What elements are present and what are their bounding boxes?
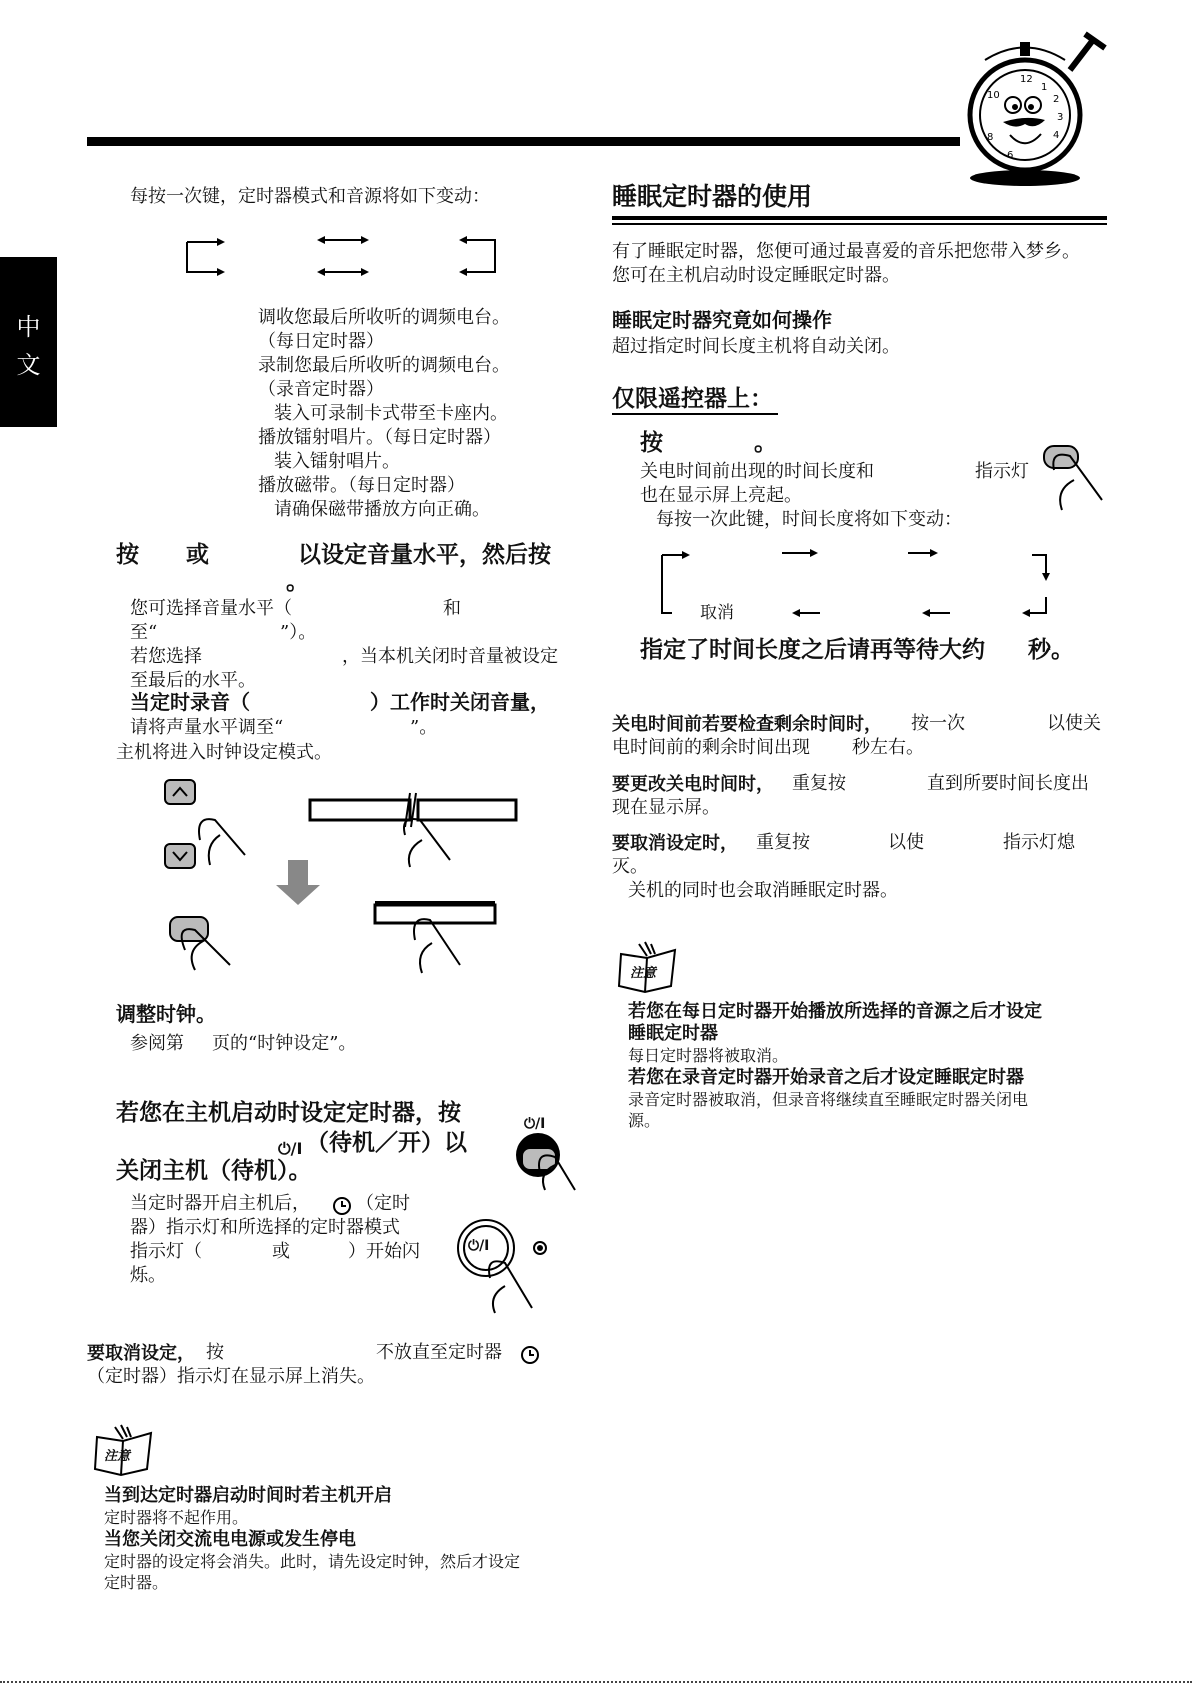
timer-desc-2: 器）指示灯和所选择的定时器模式	[130, 1217, 400, 1238]
change-a: 重复按	[792, 773, 846, 794]
timer-desc-3c: ）开始闪	[348, 1241, 420, 1262]
source-line-3: 录制您最后所收听的调频电台。	[258, 355, 510, 376]
standby-line-1: 若您在主机启动时设定定时器，按	[116, 1100, 461, 1126]
left-cancel-line-2: （定时器）指示灯在显示屏上消失。	[87, 1366, 375, 1387]
vol-line-5b: ）工作时关闭音量，	[370, 690, 550, 714]
down-button-icon	[165, 844, 195, 868]
standby-symbol: ⏻/I	[278, 1139, 303, 1158]
adjust-clock: 调整时钟。	[116, 1002, 216, 1026]
press-desc-2: 也在显示屏上亮起。	[640, 485, 802, 506]
source-line-6: 播放镭射唱片。（每日定时器）	[258, 427, 501, 448]
right-note-t2b: 源。	[628, 1111, 661, 1130]
right-note-h1: 若您在每日定时器开始播放所选择的音源之后才设定	[628, 1001, 1042, 1022]
right-note-t2a: 录音定时器被取消，但录音将继续直至睡眠定时器关闭电	[628, 1090, 1029, 1109]
remote-standby-label: ⏻/I	[468, 1238, 490, 1254]
vol-line-6a: 请将声量水平调至“	[130, 717, 284, 738]
source-line-4: （录音定时器）	[258, 379, 384, 400]
press-desc-1b: 指示灯	[975, 461, 1029, 482]
remote-only-title: 仅限遥控器上：	[612, 386, 773, 412]
left-cancel-bold: 要取消设定，	[87, 1343, 195, 1364]
source-line-1: 调收您最后所收听的调频电台。	[258, 307, 510, 328]
timer-desc-4: 烁。	[130, 1265, 166, 1286]
note-label: 注意	[104, 1449, 131, 1464]
sleep-intro-1: 有了睡眠定时器，您便可通过最喜爱的音乐把您带入梦乡。	[612, 241, 1080, 262]
source-line-2: （每日定时器）	[258, 331, 384, 352]
timer-icon	[332, 1196, 352, 1216]
right-cancel-line-3: 关机的同时也会取消睡眠定时器。	[628, 880, 898, 901]
press-desc-1a: 关电时间前出现的时间长度和	[640, 461, 874, 482]
sleep-timer-title: 睡眠定时器的使用	[612, 182, 813, 211]
timer-icon-2	[520, 1345, 540, 1365]
left-note-t2b: 定时器。	[104, 1573, 169, 1592]
step-vol-press: 按	[116, 542, 139, 568]
svg-text:8: 8	[987, 132, 994, 143]
change-bold: 要更改关电时间时，	[612, 774, 774, 795]
language-tab-char-1: 中	[16, 313, 41, 341]
wait-a: 指定了时间长度之后请再等待大约	[640, 637, 985, 663]
svg-text:10: 10	[987, 90, 1000, 101]
remote-standby-illustration	[450, 1218, 560, 1313]
timer-desc-3a: 指示灯（	[130, 1241, 202, 1262]
check-line-2: 电时间前的剩余时间出现	[612, 737, 810, 758]
timer-desc-1a: 当定时器开启主机后，	[130, 1193, 310, 1214]
timer-desc-1b: （定时	[356, 1193, 410, 1214]
check-b: 以使关	[1047, 713, 1101, 734]
step-vol-set-level: 以设定音量水平，然后按	[298, 542, 551, 568]
vol-line-3b: ，当本机关闭时音量被设定	[342, 646, 558, 667]
left-note-h2: 当您关闭交流电电源或发生停电	[104, 1529, 356, 1550]
left-note-t1: 定时器将不起作用。	[104, 1508, 249, 1527]
right-cancel-bold: 要取消设定时，	[612, 833, 738, 854]
wait-b: 秒。	[1028, 637, 1074, 663]
standby-line-2: （待机／开）以	[306, 1130, 467, 1156]
right-cancel-b: 以使	[888, 832, 924, 853]
right-note-t1: 每日定时器将被取消。	[628, 1046, 789, 1065]
note-label-right: 注意	[630, 966, 657, 981]
timer-intro: 每按一次键，定时器模式和音源将如下变动：	[130, 186, 490, 207]
change-line-2: 现在显示屏。	[612, 797, 720, 818]
button-illustration	[160, 775, 520, 985]
language-tab	[0, 257, 57, 427]
left-note-h1: 当到达定时器启动时间时若主机开启	[104, 1485, 392, 1506]
vol-line-6b: ”。	[410, 717, 438, 738]
source-line-9: 请确保磁带播放方向正确。	[274, 499, 490, 520]
right-cancel-line-2: 灭。	[612, 856, 648, 877]
press-desc-3: 每按一次此键，时间长度将如下变动：	[656, 509, 962, 530]
see-page-b: 页的“时钟设定”。	[212, 1033, 357, 1054]
bottom-edge	[0, 1681, 1192, 1686]
right-note-h1b: 睡眠定时器	[628, 1023, 718, 1044]
alarm-clock-mascot-icon	[965, 30, 1115, 190]
vol-line-1b: 和	[443, 598, 461, 619]
vol-line-2a: 至“	[130, 622, 158, 643]
svg-text:4: 4	[1053, 130, 1060, 141]
right-cancel-a: 重复按	[756, 832, 810, 853]
vol-line-1a: 您可选择音量水平（	[130, 598, 292, 619]
vol-line-5a: 当定时录音（	[130, 690, 250, 714]
remote-title-underline	[612, 413, 778, 415]
check-a: 按一次	[911, 713, 965, 734]
vol-line-3a: 若您选择	[130, 646, 202, 667]
right-note-h2: 若您在录音定时器开始录音之后才设定睡眠定时器	[628, 1067, 1024, 1088]
see-page-a: 参阅第	[130, 1033, 184, 1054]
standby-line-3: 关闭主机（待机）。	[116, 1158, 312, 1184]
left-cancel-a: 按	[206, 1342, 224, 1363]
svg-text:3: 3	[1057, 112, 1064, 123]
sleep-intro-2: 您可在主机启动时设定睡眠定时器。	[612, 265, 900, 286]
sleep-press-a: 按	[640, 430, 663, 456]
sleep-press-b: 。	[754, 430, 777, 456]
right-cancel-c: 指示灯熄	[1003, 832, 1075, 853]
check-bold: 关电时间前若要检查剩余时间时，	[612, 714, 882, 735]
svg-text:6: 6	[1007, 150, 1014, 161]
change-b: 直到所要时间长度出	[927, 773, 1089, 794]
top-rule	[87, 137, 960, 146]
source-line-7: 装入镭射唱片。	[274, 451, 400, 472]
source-line-8: 播放磁带。（每日定时器）	[258, 475, 465, 496]
cycle-cancel: 取消	[700, 603, 734, 623]
standby-button-label: ⏻/I	[524, 1116, 546, 1132]
svg-text:2: 2	[1053, 94, 1060, 105]
step-vol-or: 或	[186, 542, 209, 568]
how-title: 睡眠定时器究竟如何操作	[612, 308, 832, 332]
up-button-icon	[165, 780, 195, 804]
language-tab-char-2: 文	[16, 351, 41, 379]
source-line-5: 装入可录制卡式带至卡座内。	[274, 403, 508, 424]
svg-text:1: 1	[1041, 82, 1048, 93]
step-vol-period: 。	[286, 569, 309, 595]
timer-mode-cycle-diagram	[185, 232, 505, 277]
vol-line-7: 主机将进入时钟设定模式。	[116, 742, 332, 763]
timer-desc-3b: 或	[272, 1241, 290, 1262]
svg-text:12: 12	[1020, 74, 1033, 85]
check-line-2b: 秒左右。	[852, 737, 924, 758]
vol-line-2b: ”）。	[280, 622, 317, 643]
vol-line-4: 至最后的水平。	[130, 670, 256, 691]
how-text: 超过指定时间长度主机将自动关闭。	[612, 336, 900, 357]
title-rule-thin	[612, 223, 1107, 225]
title-rule-thick	[612, 216, 1107, 220]
sleep-button-illustration	[1040, 440, 1110, 515]
left-note-t2a: 定时器的设定将会消失。此时，请先设定时钟，然后才设定	[104, 1552, 521, 1571]
left-cancel-b: 不放直至定时器	[376, 1342, 502, 1363]
